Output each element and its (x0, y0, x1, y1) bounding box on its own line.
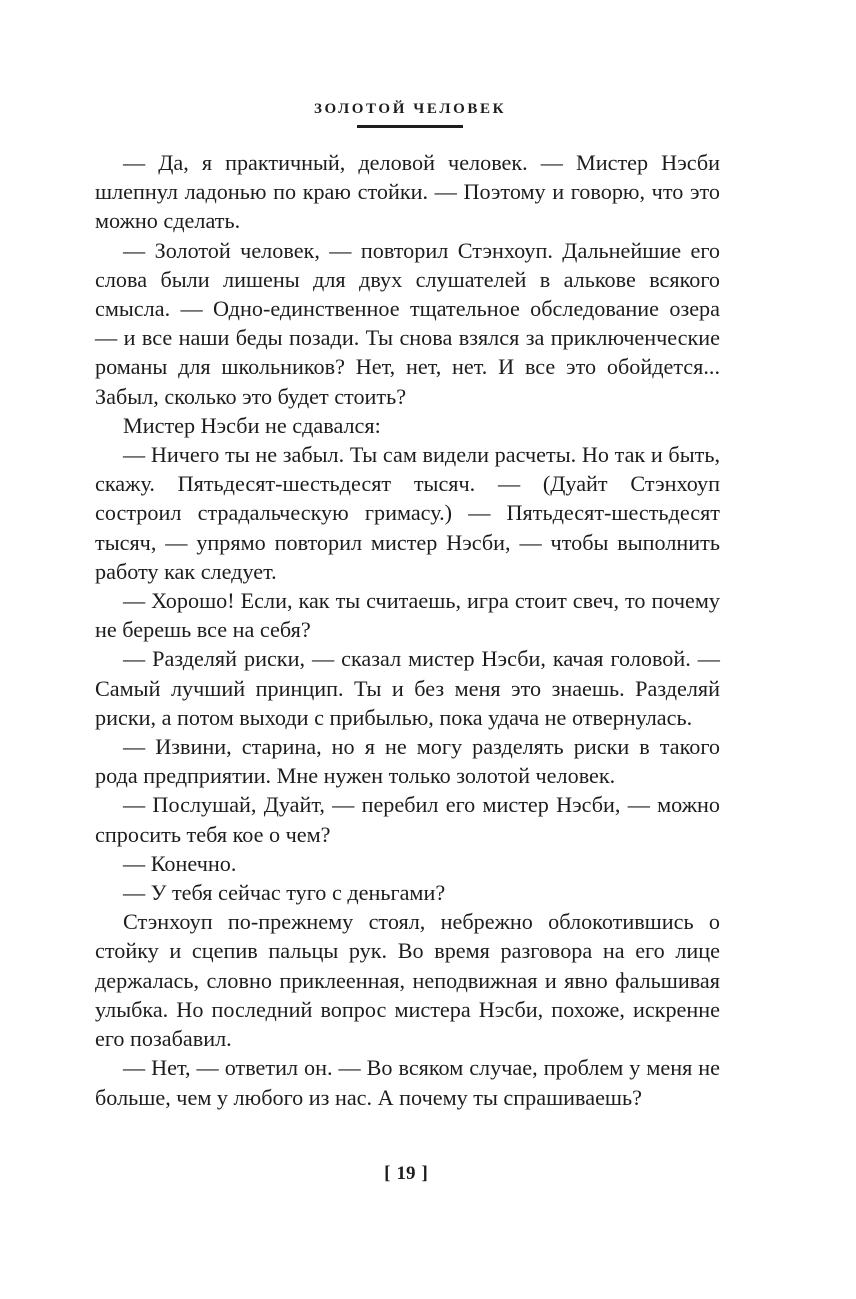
paragraph: — У тебя сейчас туго с деньгами? (123, 880, 446, 906)
header-rule (357, 125, 463, 128)
paragraph: — Хорошо! Если, как ты считаешь, игра стоит свеч, то почему не берешь все на себя? (95, 588, 720, 643)
folio-bracket-close: ] (421, 1163, 428, 1184)
page-number-value: 19 (396, 1163, 416, 1184)
page-number (0, 1162, 812, 1186)
running-head (0, 98, 812, 128)
paragraph: — Послушай, Дуайт, — перебил его мистер Нэсби, — можно спросить тебя кое о чем? (95, 792, 720, 847)
paragraph: — Извини, старина, но я не могу разделять риски в такого рода предприятии. Мне нужен только золотой человек. (95, 734, 720, 789)
paragraph: Мистер Нэсби не сдавался: (123, 412, 381, 438)
paragraph: — Да, я практичный, деловой человек. — Мистер Нэсби шлепнул ладонью по краю стойки. — Поэтому и говорю, что это можно сделать. (95, 150, 720, 234)
paragraph: — Золотой человек, — повторил Стэнхоуп. Дальнейшие его слова были лишены для двух слушателей в алькове всякого смысла. — Одно-единственное тщательное обследование озера — и все наши беды позади. Ты снова взялся за приключенческие романы для школьников? Нет, нет, нет. И все это обойдется... Забыл, сколько это будет стоить? (95, 237, 720, 409)
body-text (95, 148, 720, 1112)
running-title: ЗОЛОТОЙ ЧЕЛОВЕК (313, 101, 507, 117)
paragraph: — Разделяй риски, — сказал мистер Нэсби, качая головой. — Самый лучший принцип. Ты и без меня это знаешь. Разделяй риски, а потом выходи с прибылью, пока удача не отвернулась. (95, 646, 720, 730)
folio-bracket-open: [ (384, 1163, 391, 1184)
paragraph: — Конечно. (123, 850, 237, 876)
paragraph: Стэнхоуп по-прежнему стоял, небрежно облокотившись о стойку и сцепив пальцы рук. Во время разговора на его лице держалась, словно приклеенная, неподвижная и явно фальшивая улыбка. Но последний вопрос мистера Нэсби, похоже, искренне его позабавил. (95, 909, 720, 1052)
paragraph: — Нет, — ответил он. — Во всяком случае, проблем у меня не больше, чем у любого из нас. А почему ты спрашиваешь? (95, 1055, 720, 1110)
paragraph: — Ничего ты не забыл. Ты сам видели расчеты. Но так и быть, скажу. Пятьдесят-шестьдесят тысяч. — (Дуайт Стэнхоуп состроил страдальческую гримасу.) — Пятьдесят-шестьдесят тысяч, — упрямо повторил мистер Нэсби, — чтобы выполнить работу как следует. (95, 442, 720, 584)
